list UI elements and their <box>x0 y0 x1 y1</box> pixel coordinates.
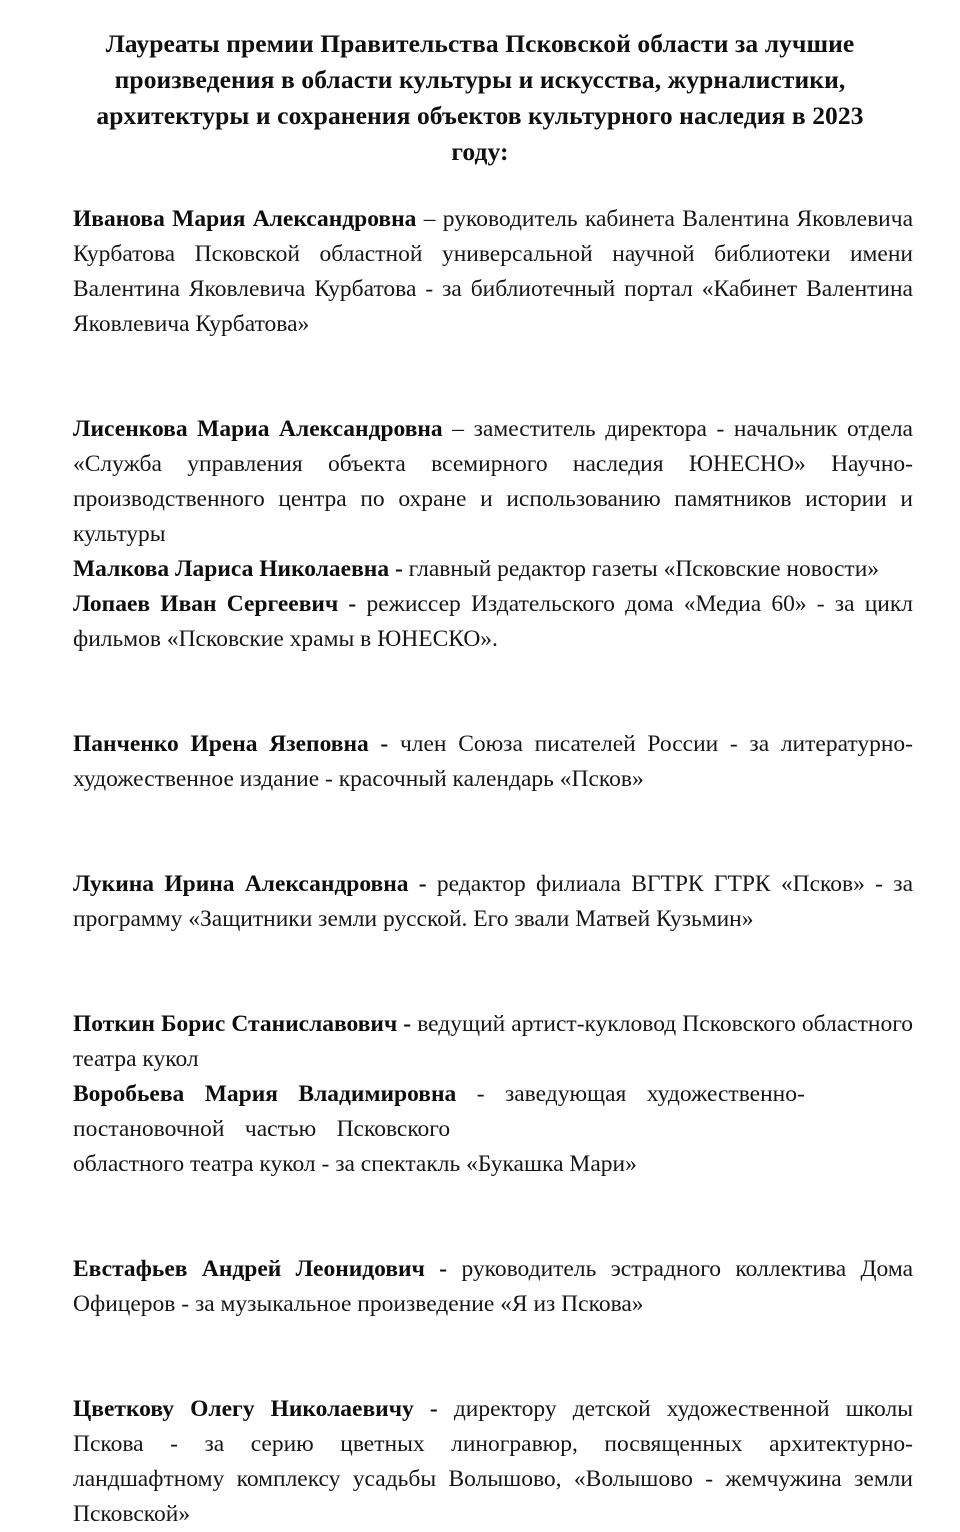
award-entry <box>73 727 913 797</box>
laureate-name: Лисенкова Мариа Александровна <box>73 416 443 442</box>
award-entry <box>73 1077 913 1147</box>
award-entry <box>73 552 913 587</box>
entry-spacer <box>73 1322 913 1392</box>
laureate-name: Лопаев Иван Сергеевич - <box>73 591 357 617</box>
laureate-description: режиссер Издательского дома «Медиа 60» - за цикл фильмов «Псковские храмы в ЮНЕСКО». <box>73 591 914 652</box>
award-entry <box>73 1392 913 1532</box>
laureate-name: Малкова Лариса Николаевна - <box>73 556 403 582</box>
name-separator: – <box>416 206 443 232</box>
laureate-name: Цветкову Олегу Николаевичу - <box>73 1396 438 1422</box>
name-separator: - <box>456 1081 505 1107</box>
award-entry-continuation: областного театра кукол - за спектакль «Букашка Мари» <box>73 1151 637 1177</box>
award-entry <box>73 867 913 937</box>
award-entry <box>73 1007 913 1077</box>
award-entry <box>73 587 913 657</box>
name-separator <box>447 1256 461 1282</box>
entry-spacer <box>73 1182 913 1252</box>
entry-spacer <box>73 937 913 1007</box>
name-separator <box>388 731 400 757</box>
award-entry <box>73 1252 913 1322</box>
laureate-description: заместитель директора - начальник отдела «Служба управления объекта всемирного наследия ЮНЕСНО» Научно-производственного центра по охране и использованию памятников истории и культуры <box>73 416 913 547</box>
entry-spacer <box>73 797 913 867</box>
laureate-name: Евстафьев Андрей Леонидович - <box>73 1256 448 1282</box>
name-separator: – <box>442 416 474 442</box>
laureate-description: руководитель кабинета Валентина Яковлевича Курбатова Псковской областной универсальной научной библиотеки имени Валентина Яковлевича Курбатова - за библиотечный портал «Кабинет Валентина Яковлевича Курбатова» <box>73 206 913 337</box>
name-separator <box>356 591 366 617</box>
title-spacer <box>0 170 960 202</box>
laureate-name: Поткин Борис Станиславович - <box>73 1011 412 1037</box>
entry-spacer <box>73 657 913 727</box>
laureate-name: Панченко Ирена Язеповна - <box>73 731 389 757</box>
laureate-name: Иванова Мария Александровна <box>73 206 417 232</box>
laureate-description: ведущий артист-кукловод Псковского областного театра кукол <box>73 1011 914 1072</box>
laureate-description: заведующая художественно-постановочной частью Псковского <box>73 1081 805 1142</box>
entry-spacer <box>73 342 913 412</box>
name-separator <box>438 1396 454 1422</box>
page-title: Лауреаты премии Правительства Псковской области за лучшие произведения в области культуры и искусства, журналистики, архитектуры и сохранения объектов культурного наследия в 2023 году: <box>96 29 864 166</box>
laureate-description: директору детской художественной школы Пскова - за серию цветных линогравюр, посвященных архитектурно-ландшафтному комплексу усадьбы Волышово, «Волышово - жемчужина земли Псковской» <box>73 1396 913 1527</box>
laureate-description: редактор филиала ВГТРК ГТРК «Псков» - за программу «Защитники земли русской. Его звали Матвей Кузьмин» <box>73 871 914 932</box>
name-separator <box>427 871 437 897</box>
award-entry <box>73 202 913 342</box>
laureate-name: Воробьева Мария Владимировна <box>73 1081 457 1107</box>
awards-list <box>0 202 960 1532</box>
laureate-description: член Союза писателей России - за литературно-художественное издание - красочный календарь «Псков» <box>73 731 914 792</box>
laureate-description: главный редактор газеты «Псковские новости» <box>408 556 880 582</box>
award-entry <box>73 412 913 552</box>
laureate-name: Лукина Ирина Александровна - <box>73 871 427 897</box>
laureate-description: руководитель эстрадного коллектива Дома Офицеров - за музыкальное произведение «Я из Пскова» <box>73 1256 913 1317</box>
